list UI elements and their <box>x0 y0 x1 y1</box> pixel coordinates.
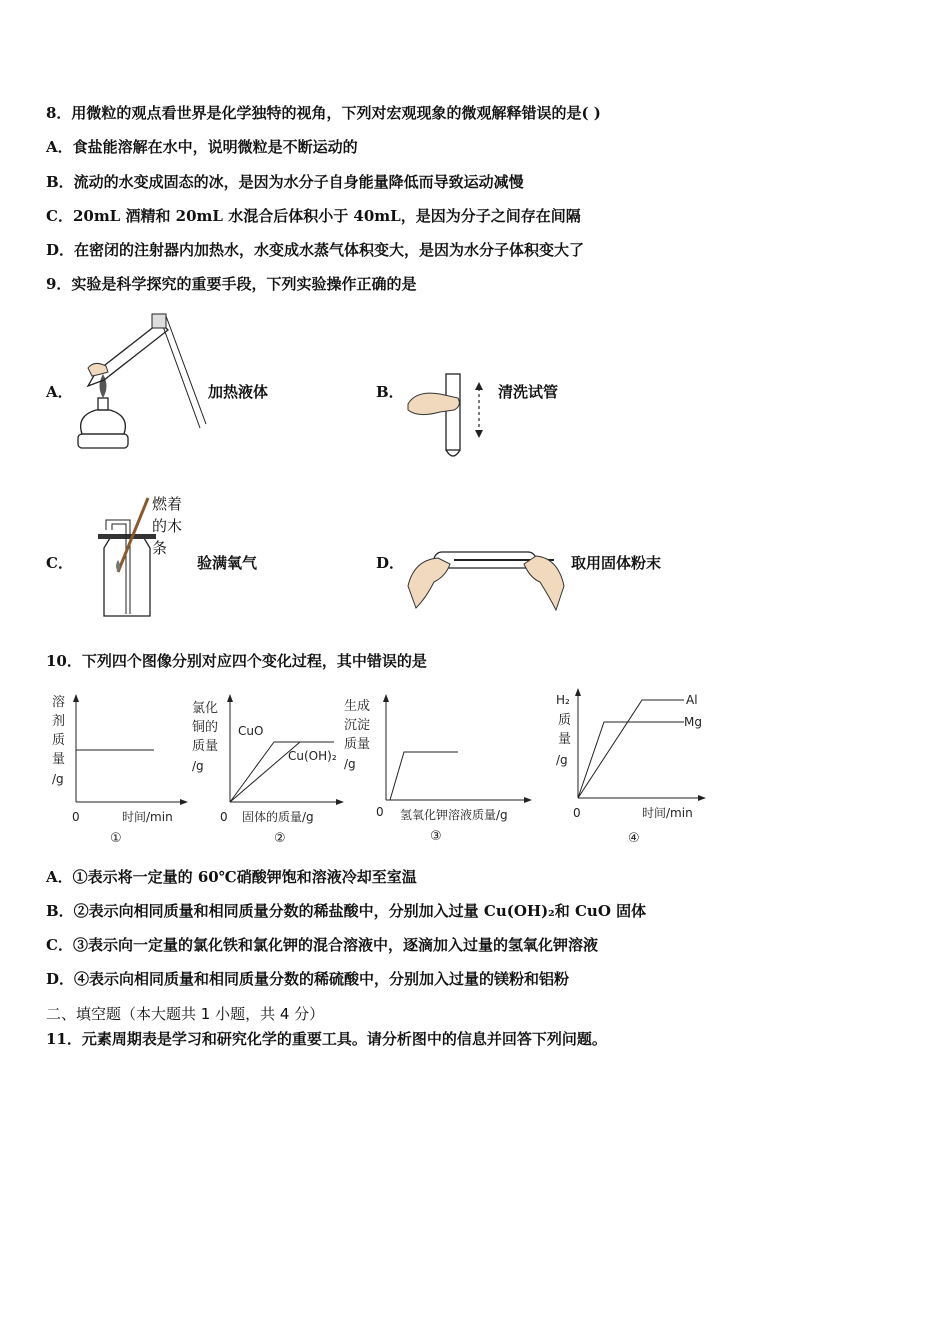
graph-1-ylabel-1: 溶 <box>52 695 66 710</box>
graph-1-ylabel-2: 剂 <box>52 714 66 729</box>
right-hand-icon <box>524 556 564 610</box>
flame <box>100 374 107 398</box>
graph-3-ylabel-1: 生成 <box>344 699 371 714</box>
q9-option-d-caption: 取用固体粉末 <box>571 554 662 572</box>
q8-option-c: C．20mL 酒精和 20mL 水混合后体积小于 40mL，是因为分子之间存在间隔 <box>46 207 581 225</box>
graph-2-ylabel-2: 铜的 <box>192 720 219 735</box>
graph-3-ylabel-4: /g <box>344 757 356 771</box>
lamp-wick-holder <box>98 398 108 410</box>
graph-4-line-mg <box>578 722 684 798</box>
graph-4-number: ④ <box>628 831 640 846</box>
q9-option-d-letter: D． <box>376 554 405 572</box>
graph-2-series-cuoh2: Cu(OH)₂ <box>288 749 337 763</box>
graph-2-series-cuo: CuO <box>238 724 264 738</box>
graph-2-origin: 0 <box>220 810 228 824</box>
q10-option-a: A．①表示将一定量的 60℃硝酸钾饱和溶液冷却至室温 <box>46 868 417 886</box>
graph-4-ylabel-4: /g <box>556 753 568 767</box>
q8-option-d: D．在密闭的注射器内加热水，水变成水蒸气体积变大，是因为水分子体积变大了 <box>46 241 585 259</box>
test-tube-holder <box>160 318 200 428</box>
graph-4-series-al: Al <box>686 693 698 707</box>
alcohol-lamp <box>81 410 126 434</box>
graph-3-ylabel-2: 沉淀 <box>344 718 371 733</box>
hand-icon <box>408 393 459 414</box>
graph-1-ylabel-4: 量 <box>52 752 66 767</box>
burning-stick-label <box>152 493 182 559</box>
lamp-base <box>78 434 128 448</box>
graph-4-line-al <box>578 700 684 798</box>
graph-3-line <box>390 752 458 800</box>
washing-test-tube-figure <box>404 370 494 462</box>
graph-1-ylabel-3: 质 <box>52 733 66 748</box>
graph-4-ylabel-1: H₂ <box>556 693 570 707</box>
graph-3-xlabel: 氢氧化钾溶液质量/g <box>400 808 508 822</box>
graph-3-ylabel-3: 质量 <box>344 737 371 752</box>
graph-2-xlabel: 固体的质量/g <box>242 810 314 824</box>
q8-option-b: B．流动的水变成固态的冰，是因为水分子自身能量降低而导致运动减慢 <box>46 173 524 191</box>
q8-stem: 8．用微粒的观点看世界是化学独特的视角，下列对宏观现象的微观解释错误的是( ) <box>46 104 601 122</box>
section-2-heading: 二、填空题（本大题共 1 小题，共 4 分） <box>46 1005 325 1023</box>
q9-option-a-caption: 加热液体 <box>208 383 269 401</box>
graph-4-xlabel: 时间/min <box>642 806 693 820</box>
q9-option-b-letter: B． <box>376 383 404 401</box>
graph-1-ylabel-5: /g <box>52 772 64 786</box>
q10-option-d: D．④表示向相同质量和相同质量分数的稀硫酸中，分别加入过量的镁粉和铝粉 <box>46 970 570 988</box>
graph-4-ylabel-2: 质 <box>558 713 572 728</box>
flame-label-line-2: 的木 <box>152 517 183 535</box>
left-hand-icon <box>408 558 450 608</box>
graph-2-ylabel-4: /g <box>192 759 204 773</box>
q9-option-c-letter: C． <box>46 554 73 572</box>
q10-stem: 10．下列四个图像分别对应四个变化过程，其中错误的是 <box>46 652 427 670</box>
bottle-cap <box>98 534 156 539</box>
taking-solid-powder-figure <box>404 538 568 618</box>
holder-clamp <box>152 314 166 328</box>
q11-stem: 11．元素周期表是学习和研究化学的重要工具。请分析图中的信息并回答下列问题。 <box>46 1030 607 1048</box>
graph-4-series-mg: Mg <box>684 715 702 729</box>
hand-icon <box>88 363 108 376</box>
graph-1 <box>46 688 196 848</box>
test-tube <box>446 374 460 450</box>
graph-2-ylabel-3: 质量 <box>192 739 219 754</box>
graph-2-ylabel-1: 氯化 <box>192 701 219 716</box>
graph-4-ylabel-3: 量 <box>558 732 572 747</box>
test-tube <box>88 322 168 386</box>
q8-option-a: A．食盐能溶解在水中，说明微粒是不断运动的 <box>46 138 358 156</box>
graph-3 <box>342 688 546 848</box>
graph-3-origin: 0 <box>376 805 384 819</box>
q10-option-b: B．②表示向相同质量和相同质量分数的稀盐酸中，分别加入过量 Cu(OH)₂和 CuO 固体 <box>46 902 647 920</box>
heating-liquid-figure <box>68 312 208 462</box>
flame-label-line-1: 燃着 <box>152 495 183 513</box>
graph-1-origin: 0 <box>72 810 80 824</box>
graph-4 <box>552 684 718 848</box>
graph-2 <box>188 688 348 848</box>
graph-2-number: ② <box>274 831 286 846</box>
q10-option-c: C．③表示向一定量的氯化铁和氯化钾的混合溶液中，逐滴加入过量的氢氧化钾溶液 <box>46 936 598 954</box>
graph-3-number: ③ <box>430 829 442 844</box>
q9-option-c-caption: 验满氧气 <box>197 554 258 572</box>
q9-option-a-letter: A． <box>46 383 73 401</box>
q9-stem: 9．实验是科学探究的重要手段，下列实验操作正确的是 <box>46 275 417 293</box>
q9-option-b-caption: 清洗试管 <box>498 383 559 401</box>
graph-1-xlabel: 时间/min <box>122 810 173 824</box>
flame-label-line-3: 条 <box>152 539 168 557</box>
graph-4-origin: 0 <box>573 806 581 820</box>
graph-1-number: ① <box>110 831 122 846</box>
